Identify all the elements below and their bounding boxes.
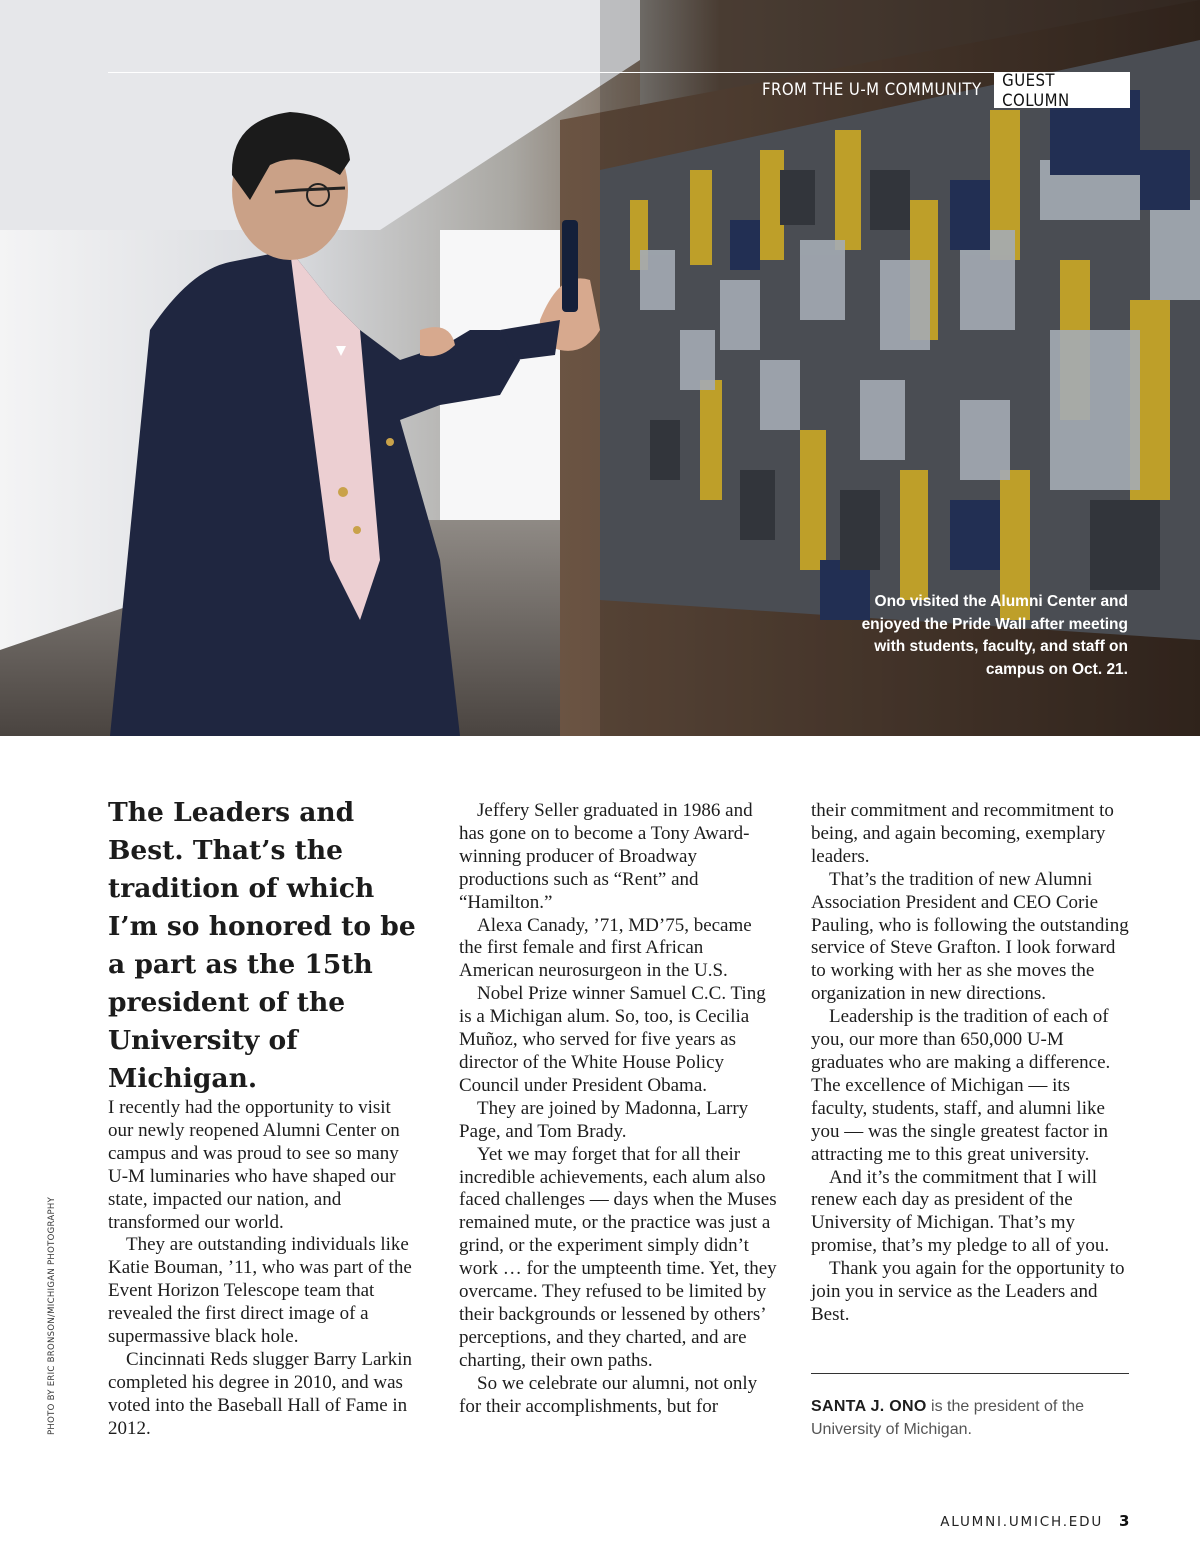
paragraph: Leadership is the tradition of each of you, our more than 650,000 U-M graduates who are making a difference. The excellence of Michigan — its faculty, students, staff, and alumni like you — was the single greatest factor in attracting me to this great university. bbox=[811, 1006, 1111, 1165]
header-rule bbox=[108, 72, 1130, 73]
article-column-1 bbox=[108, 1097, 416, 1441]
paragraph: That’s the tradition of new Alumni Association President and CEO Corie Pauling, who is following the outstanding service of Steve Grafton. I look forward to working with her as she moves the organization in new directions. bbox=[811, 868, 1129, 1005]
article-column-3 bbox=[811, 800, 1131, 1327]
section-label: FROM THE U-M COMMUNITY bbox=[762, 80, 982, 100]
bio-divider bbox=[811, 1373, 1129, 1374]
paragraph: Yet we may forget that for all their incredible achievements, each alum also faced challenges — days when the Muses remained mute, or the practice was just a grind, or the experiment simply didn’t work … for the umpteenth time. Yet, they overcame. They refused to be limited by their backgrounds or lessened by others’ perceptions, and they charted, and are charting, their own paths. bbox=[459, 1143, 777, 1371]
hero-photo bbox=[0, 0, 1200, 736]
author-name: SANTA J. ONO bbox=[811, 1398, 927, 1415]
author-bio-text: is the president of the University of Michigan. bbox=[811, 1398, 1085, 1438]
pull-quote: The Leaders and Best. That’s the tradition of which I’m so honored to be a part as the 15th president of the University of Michigan. bbox=[108, 797, 416, 1094]
paragraph: Thank you again for the opportunity to join you in service as the Leaders and Best. bbox=[811, 1258, 1125, 1325]
paragraph: Cincinnati Reds slugger Barry Larkin completed his degree in 2010, and was voted into the Baseball Hall of Fame in 2012. bbox=[108, 1348, 412, 1439]
paragraph: I recently had the opportunity to visit our newly reopened Alumni Center on campus and was proud to see so many U-M luminaries who have shaped our state, impacted our nation, and transformed our world. bbox=[108, 1097, 400, 1233]
footer-url: ALUMNI.UMICH.EDU bbox=[940, 1514, 1103, 1530]
paragraph: So we celebrate our alumni, not only for their accomplishments, but for bbox=[459, 1372, 758, 1417]
paragraph: They are outstanding individuals like Katie Bouman, ’11, who was part of the Event Horizon Telescope team that revealed the first direct image of a supermassive black hole. bbox=[108, 1234, 412, 1348]
column-tag bbox=[994, 70, 1130, 111]
article-column-2 bbox=[459, 800, 779, 1418]
paragraph: Nobel Prize winner Samuel C.C. Ting is a Michigan alum. So, too, is Cecilia Muñoz, who served for five years as director of the White House Policy Council under President Obama. bbox=[459, 983, 766, 1096]
column-tag-label: GUEST COLUMN bbox=[1002, 70, 1070, 111]
paragraph: Alexa Canady, ’71, MD’75, became the first female and first African American neurosurgeon in the U.S. bbox=[459, 914, 752, 982]
photo-credit: PHOTO BY ERIC BRONSON/MICHIGAN PHOTOGRAPHY bbox=[47, 1196, 57, 1435]
paragraph: They are joined by Madonna, Larry Page, and Tom Brady. bbox=[459, 1097, 749, 1142]
paragraph: Jeffery Seller graduated in 1986 and has gone on to become a Tony Award-winning producer of Broadway productions such as “Rent” and “Hamilton.” bbox=[459, 800, 753, 913]
paragraph: And it’s the commitment that I will renew each day as president of the University of Michigan. That’s my promise, that’s my pledge to all of you. bbox=[811, 1166, 1110, 1257]
photo-caption: Ono visited the Alumni Center and enjoyed the Pride Wall after meeting with students, faculty, and staff on campus on Oct. 21. bbox=[861, 593, 1128, 678]
author-bio bbox=[811, 1396, 1129, 1441]
paragraph: their commitment and recommitment to being, and again becoming, exemplary leaders. bbox=[811, 800, 1114, 867]
page-number: 3 bbox=[1119, 1512, 1130, 1530]
